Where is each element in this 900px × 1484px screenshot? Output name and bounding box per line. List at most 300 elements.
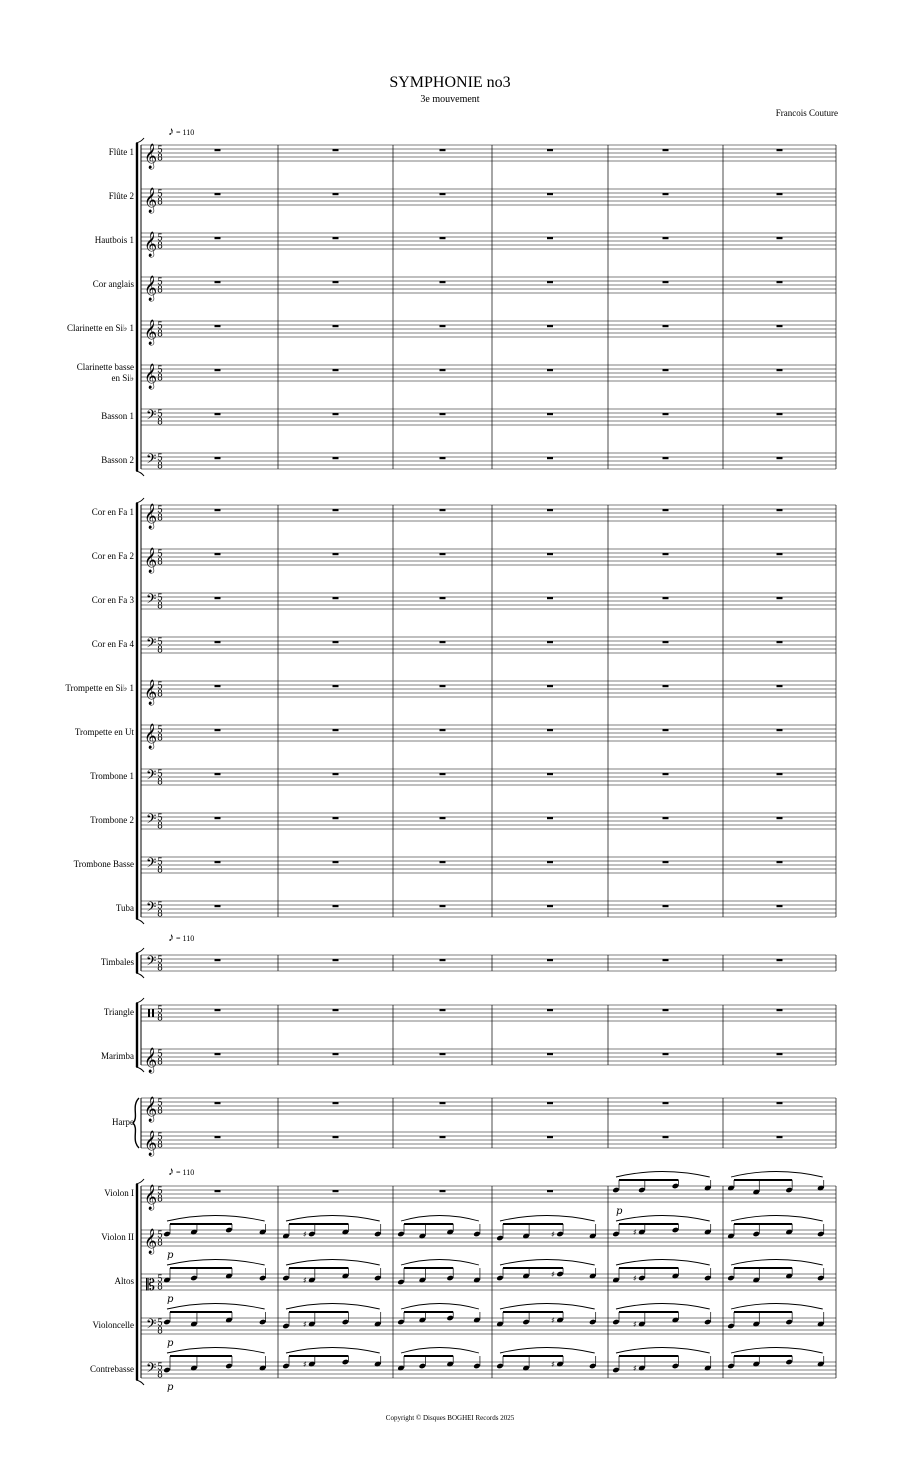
time-signature-denominator: 8 (157, 601, 163, 612)
whole-rest-icon (777, 685, 783, 687)
tempo-marking-strings: ♪ = 110 (168, 1164, 195, 1178)
bracket-hook (136, 1179, 144, 1184)
whole-rest-icon (547, 413, 553, 415)
instrument-label: Violoncelle (92, 1320, 134, 1330)
instrument-label: Contrebasse (90, 1364, 134, 1374)
treble-clef-icon: 𝄞 (144, 1229, 158, 1254)
time-signature-numerator: 5 (157, 1132, 163, 1143)
whole-rest-icon (333, 457, 339, 459)
whole-rest-icon (777, 773, 783, 775)
bass-clef-icon: 𝄢 (146, 1316, 157, 1335)
whole-rest-icon (663, 457, 669, 459)
treble-clef-icon: 𝄞 (144, 1131, 158, 1156)
whole-rest-icon (333, 1053, 339, 1055)
instrument-label: Trombone Basse (73, 859, 134, 869)
time-signature-denominator: 8 (157, 689, 163, 700)
time-signature-numerator: 5 (157, 593, 163, 604)
instrument-label: Triangle (103, 1007, 134, 1017)
whole-rest-icon (333, 1190, 339, 1192)
whole-rest-icon (440, 1009, 446, 1011)
time-signature-numerator: 5 (157, 277, 163, 288)
time-signature-denominator: 8 (157, 1140, 163, 1151)
whole-rest-icon (333, 1136, 339, 1138)
whole-rest-icon (333, 959, 339, 961)
whole-rest-icon (777, 597, 783, 599)
time-signature-numerator: 5 (157, 681, 163, 692)
whole-rest-icon (440, 509, 446, 511)
whole-rest-icon (663, 193, 669, 195)
treble-clef-icon: 𝄞 (144, 724, 158, 749)
whole-rest-icon (215, 457, 221, 459)
time-signature-denominator: 8 (157, 417, 163, 428)
bass-clef-icon: 𝄢 (146, 635, 157, 654)
whole-rest-icon (547, 1136, 553, 1138)
time-signature-numerator: 5 (157, 1318, 163, 1329)
instrument-label: Timbales (100, 957, 134, 967)
whole-rest-icon (663, 861, 669, 863)
treble-clef-icon: 𝄞 (144, 680, 158, 705)
sharp-icon: ♯ (551, 1270, 555, 1279)
alto-clef-icon: 𝄡 (146, 1275, 155, 1294)
percussion-clef-icon (148, 1009, 150, 1017)
slur (731, 1348, 823, 1354)
time-signature-numerator: 5 (157, 505, 163, 516)
whole-rest-icon (547, 685, 553, 687)
whole-rest-icon (777, 369, 783, 371)
whole-rest-icon (663, 1053, 669, 1055)
whole-rest-icon (547, 597, 553, 599)
whole-rest-icon (215, 773, 221, 775)
time-signature-denominator: 8 (157, 1106, 163, 1117)
time-signature-numerator: 5 (157, 1230, 163, 1241)
dynamic-piano: p (167, 1294, 174, 1305)
slur (616, 1260, 710, 1266)
bracket-hook (136, 919, 144, 924)
instrument-label: Tuba (115, 903, 134, 913)
bass-clef-icon: 𝄢 (146, 855, 157, 874)
slur (731, 1172, 823, 1178)
whole-rest-icon (440, 1102, 446, 1104)
instrument-label: Trombone 2 (90, 815, 134, 825)
whole-rest-icon (777, 325, 783, 327)
bass-clef-icon: 𝄢 (146, 767, 157, 786)
whole-rest-icon (547, 773, 553, 775)
whole-rest-icon (215, 1009, 221, 1011)
sharp-icon: ♯ (551, 1316, 555, 1325)
time-signature-denominator: 8 (157, 821, 163, 832)
whole-rest-icon (333, 509, 339, 511)
whole-rest-icon (777, 149, 783, 151)
dynamic-piano: p (167, 1250, 174, 1261)
whole-rest-icon (777, 817, 783, 819)
whole-rest-icon (777, 959, 783, 961)
whole-rest-icon (440, 905, 446, 907)
time-signature-numerator: 5 (157, 1049, 163, 1060)
whole-rest-icon (777, 1053, 783, 1055)
whole-rest-icon (777, 861, 783, 863)
whole-rest-icon (663, 685, 669, 687)
whole-rest-icon (547, 641, 553, 643)
slur (167, 1216, 265, 1222)
slur (616, 1172, 710, 1178)
time-signature-denominator: 8 (157, 1238, 163, 1249)
treble-clef-icon: 𝄞 (144, 364, 158, 389)
slur (616, 1216, 710, 1222)
treble-clef-icon: 𝄞 (144, 276, 158, 301)
whole-rest-icon (663, 773, 669, 775)
treble-clef-icon: 𝄞 (144, 1097, 158, 1122)
whole-rest-icon (663, 959, 669, 961)
whole-rest-icon (777, 729, 783, 731)
time-signature-numerator: 5 (157, 1186, 163, 1197)
whole-rest-icon (333, 597, 339, 599)
whole-rest-icon (547, 817, 553, 819)
whole-rest-icon (440, 553, 446, 555)
whole-rest-icon (663, 281, 669, 283)
whole-rest-icon (663, 729, 669, 731)
percussion-clef-icon (152, 1009, 154, 1017)
time-signature-denominator: 8 (157, 241, 163, 252)
tempo-marking-woodwinds: ♪ = 110 (168, 124, 195, 138)
whole-rest-icon (333, 325, 339, 327)
whole-rest-icon (777, 641, 783, 643)
dynamic-piano: p (167, 1382, 174, 1393)
harp-brace (133, 1098, 139, 1148)
slur (401, 1348, 479, 1354)
whole-rest-icon (663, 237, 669, 239)
whole-rest-icon (440, 457, 446, 459)
time-signature-numerator: 5 (157, 955, 163, 966)
whole-rest-icon (333, 1009, 339, 1011)
whole-rest-icon (777, 553, 783, 555)
slur (500, 1348, 595, 1354)
instrument-label: Hautbois 1 (94, 235, 134, 245)
whole-rest-icon (440, 597, 446, 599)
whole-rest-icon (333, 861, 339, 863)
score-subtitle: 3e mouvement (420, 94, 480, 105)
time-signature-denominator: 8 (157, 1057, 163, 1068)
time-signature-numerator: 5 (157, 365, 163, 376)
whole-rest-icon (215, 641, 221, 643)
instrument-label: Cor en Fa 4 (91, 639, 134, 649)
time-signature-numerator: 5 (157, 725, 163, 736)
sharp-icon: ♯ (551, 1360, 555, 1369)
whole-rest-icon (215, 553, 221, 555)
whole-rest-icon (777, 509, 783, 511)
sharp-icon: ♯ (302, 1320, 307, 1329)
score-title: SYMPHONIE no3 (389, 74, 511, 91)
whole-rest-icon (547, 369, 553, 371)
time-signature-denominator: 8 (157, 1282, 163, 1293)
time-signature-denominator: 8 (157, 1326, 163, 1337)
time-signature-denominator: 8 (157, 557, 163, 568)
instrument-label: Marimba (101, 1051, 134, 1061)
whole-rest-icon (777, 905, 783, 907)
whole-rest-icon (547, 325, 553, 327)
time-signature-numerator: 5 (157, 769, 163, 780)
bass-clef-icon: 𝄢 (146, 811, 157, 830)
whole-rest-icon (547, 729, 553, 731)
whole-rest-icon (215, 193, 221, 195)
whole-rest-icon (333, 817, 339, 819)
slur (286, 1348, 380, 1354)
whole-rest-icon (215, 509, 221, 511)
whole-rest-icon (215, 149, 221, 151)
whole-rest-icon (333, 413, 339, 415)
dynamic-piano: p (167, 1338, 174, 1349)
time-signature-numerator: 5 (157, 1362, 163, 1373)
whole-rest-icon (440, 413, 446, 415)
treble-clef-icon: 𝄞 (144, 188, 158, 213)
whole-rest-icon (547, 281, 553, 283)
sharp-icon: ♯ (302, 1276, 307, 1285)
bracket-hook (136, 1067, 144, 1072)
bass-clef-icon: 𝄢 (146, 953, 157, 972)
bracket-hook (136, 498, 144, 503)
treble-clef-icon: 𝄞 (144, 1048, 158, 1073)
instrument-label: Cor anglais (92, 279, 134, 289)
whole-rest-icon (440, 237, 446, 239)
whole-rest-icon (215, 1190, 221, 1192)
instrument-label: Trompette en Ut (74, 727, 134, 737)
time-signature-denominator: 8 (157, 909, 163, 920)
instrument-label: Cor en Fa 3 (91, 595, 134, 605)
whole-rest-icon (440, 1053, 446, 1055)
time-signature-numerator: 5 (157, 409, 163, 420)
whole-rest-icon (547, 1190, 553, 1192)
whole-rest-icon (215, 1102, 221, 1104)
whole-rest-icon (215, 597, 221, 599)
whole-rest-icon (215, 237, 221, 239)
dynamic-piano: p (616, 1206, 623, 1217)
instrument-label: Altos (114, 1276, 134, 1286)
whole-rest-icon (777, 193, 783, 195)
whole-rest-icon (547, 457, 553, 459)
slur (500, 1304, 595, 1310)
time-signature-numerator: 5 (157, 145, 163, 156)
instrument-label: Harpe (112, 1117, 134, 1127)
whole-rest-icon (215, 905, 221, 907)
time-signature-denominator: 8 (157, 733, 163, 744)
time-signature-numerator: 5 (157, 901, 163, 912)
whole-rest-icon (663, 413, 669, 415)
whole-rest-icon (440, 1190, 446, 1192)
instrument-label: Basson 1 (101, 411, 134, 421)
whole-rest-icon (215, 685, 221, 687)
time-signature-numerator: 5 (157, 1005, 163, 1016)
whole-rest-icon (440, 959, 446, 961)
whole-rest-icon (547, 905, 553, 907)
time-signature-denominator: 8 (157, 153, 163, 164)
instrument-label: Clarinette en Si♭ 1 (67, 323, 134, 333)
whole-rest-icon (777, 457, 783, 459)
bracket-hook (136, 1380, 144, 1385)
slur (286, 1216, 380, 1222)
whole-rest-icon (333, 553, 339, 555)
whole-rest-icon (215, 1136, 221, 1138)
whole-rest-icon (440, 861, 446, 863)
instrument-label: Flûte 1 (108, 147, 134, 157)
slur (500, 1260, 595, 1266)
slur (401, 1216, 479, 1222)
whole-rest-icon (215, 413, 221, 415)
bass-clef-icon: 𝄢 (146, 1360, 157, 1379)
bracket-hook (136, 998, 144, 1003)
instrument-label: Flûte 2 (108, 191, 134, 201)
time-signature-denominator: 8 (157, 513, 163, 524)
whole-rest-icon (215, 1053, 221, 1055)
whole-rest-icon (547, 237, 553, 239)
time-signature-denominator: 8 (157, 777, 163, 788)
treble-clef-icon: 𝄞 (144, 144, 158, 169)
treble-clef-icon: 𝄞 (144, 320, 158, 345)
whole-rest-icon (663, 905, 669, 907)
time-signature-denominator: 8 (157, 645, 163, 656)
whole-rest-icon (777, 413, 783, 415)
whole-rest-icon (547, 509, 553, 511)
whole-rest-icon (440, 729, 446, 731)
time-signature-denominator: 8 (157, 329, 163, 340)
whole-rest-icon (215, 281, 221, 283)
whole-rest-icon (663, 817, 669, 819)
whole-rest-icon (440, 369, 446, 371)
time-signature-denominator: 8 (157, 373, 163, 384)
treble-clef-icon: 𝄞 (144, 548, 158, 573)
whole-rest-icon (663, 553, 669, 555)
time-signature-denominator: 8 (157, 1013, 163, 1024)
copyright-notice: Copyright © Disques BOGHEI Records 2025 (385, 1414, 515, 1422)
time-signature-numerator: 5 (157, 233, 163, 244)
bracket-hook (136, 948, 144, 953)
treble-clef-icon: 𝄞 (144, 232, 158, 257)
time-signature-numerator: 5 (157, 1098, 163, 1109)
whole-rest-icon (547, 959, 553, 961)
whole-rest-icon (333, 281, 339, 283)
slur (500, 1216, 595, 1222)
slur (167, 1304, 265, 1310)
slur (616, 1304, 710, 1310)
slur (731, 1260, 823, 1266)
whole-rest-icon (547, 1009, 553, 1011)
whole-rest-icon (547, 861, 553, 863)
whole-rest-icon (547, 193, 553, 195)
instrument-label: Violon I (104, 1188, 134, 1198)
whole-rest-icon (777, 1136, 783, 1138)
instrument-label: Clarinette basse en Si♭ (76, 362, 134, 383)
whole-rest-icon (440, 773, 446, 775)
whole-rest-icon (777, 1009, 783, 1011)
slur (401, 1260, 479, 1266)
time-signature-numerator: 5 (157, 189, 163, 200)
composer-name: Francois Couture (775, 108, 838, 118)
time-signature-denominator: 8 (157, 963, 163, 974)
whole-rest-icon (663, 1102, 669, 1104)
instrument-label: Trompette en Si♭ 1 (65, 683, 134, 693)
whole-rest-icon (547, 1053, 553, 1055)
time-signature-denominator: 8 (157, 197, 163, 208)
time-signature-numerator: 5 (157, 1274, 163, 1285)
whole-rest-icon (333, 237, 339, 239)
time-signature-denominator: 8 (157, 1370, 163, 1381)
whole-rest-icon (663, 1009, 669, 1011)
time-signature-numerator: 5 (157, 453, 163, 464)
whole-rest-icon (333, 905, 339, 907)
bracket-hook (136, 138, 144, 143)
slur (286, 1260, 380, 1266)
slur (731, 1216, 823, 1222)
instrument-label: Cor en Fa 2 (91, 551, 134, 561)
bass-clef-icon: 𝄢 (146, 407, 157, 426)
instrument-label: Basson 2 (101, 455, 134, 465)
whole-rest-icon (215, 959, 221, 961)
tempo-marking-timpani: ♪ = 110 (168, 930, 195, 944)
time-signature-denominator: 8 (157, 461, 163, 472)
whole-rest-icon (777, 281, 783, 283)
instrument-label: Cor en Fa 1 (91, 507, 134, 517)
whole-rest-icon (215, 325, 221, 327)
sharp-icon: ♯ (551, 1230, 555, 1239)
whole-rest-icon (663, 1136, 669, 1138)
instrument-label: Trombone 1 (90, 771, 134, 781)
sharp-icon: ♯ (632, 1320, 637, 1329)
whole-rest-icon (440, 641, 446, 643)
sharp-icon: ♯ (632, 1274, 637, 1283)
whole-rest-icon (440, 193, 446, 195)
sharp-icon: ♯ (302, 1230, 307, 1239)
bass-clef-icon: 𝄢 (146, 451, 157, 470)
slur (616, 1348, 710, 1354)
time-signature-denominator: 8 (157, 865, 163, 876)
slur (731, 1304, 823, 1310)
bass-clef-icon: 𝄢 (146, 591, 157, 610)
whole-rest-icon (547, 553, 553, 555)
slur (286, 1304, 380, 1310)
whole-rest-icon (333, 773, 339, 775)
whole-rest-icon (663, 149, 669, 151)
whole-rest-icon (333, 685, 339, 687)
whole-rest-icon (215, 817, 221, 819)
whole-rest-icon (440, 817, 446, 819)
instrument-label: Violon II (101, 1232, 134, 1242)
time-signature-numerator: 5 (157, 857, 163, 868)
whole-rest-icon (777, 237, 783, 239)
whole-rest-icon (663, 369, 669, 371)
whole-rest-icon (663, 597, 669, 599)
sharp-icon: ♯ (632, 1364, 637, 1373)
whole-rest-icon (215, 729, 221, 731)
whole-rest-icon (215, 861, 221, 863)
whole-rest-icon (663, 325, 669, 327)
whole-rest-icon (333, 1102, 339, 1104)
whole-rest-icon (333, 729, 339, 731)
whole-rest-icon (663, 509, 669, 511)
whole-rest-icon (440, 281, 446, 283)
slur (167, 1260, 265, 1266)
time-signature-numerator: 5 (157, 549, 163, 560)
whole-rest-icon (547, 1102, 553, 1104)
whole-rest-icon (333, 369, 339, 371)
slur (167, 1348, 265, 1354)
whole-rest-icon (333, 641, 339, 643)
bracket-hook (136, 471, 144, 476)
time-signature-numerator: 5 (157, 637, 163, 648)
whole-rest-icon (440, 685, 446, 687)
sharp-icon: ♯ (632, 1228, 637, 1237)
sharp-icon: ♯ (302, 1360, 307, 1369)
time-signature-numerator: 5 (157, 321, 163, 332)
slur (401, 1304, 479, 1310)
whole-rest-icon (440, 1136, 446, 1138)
